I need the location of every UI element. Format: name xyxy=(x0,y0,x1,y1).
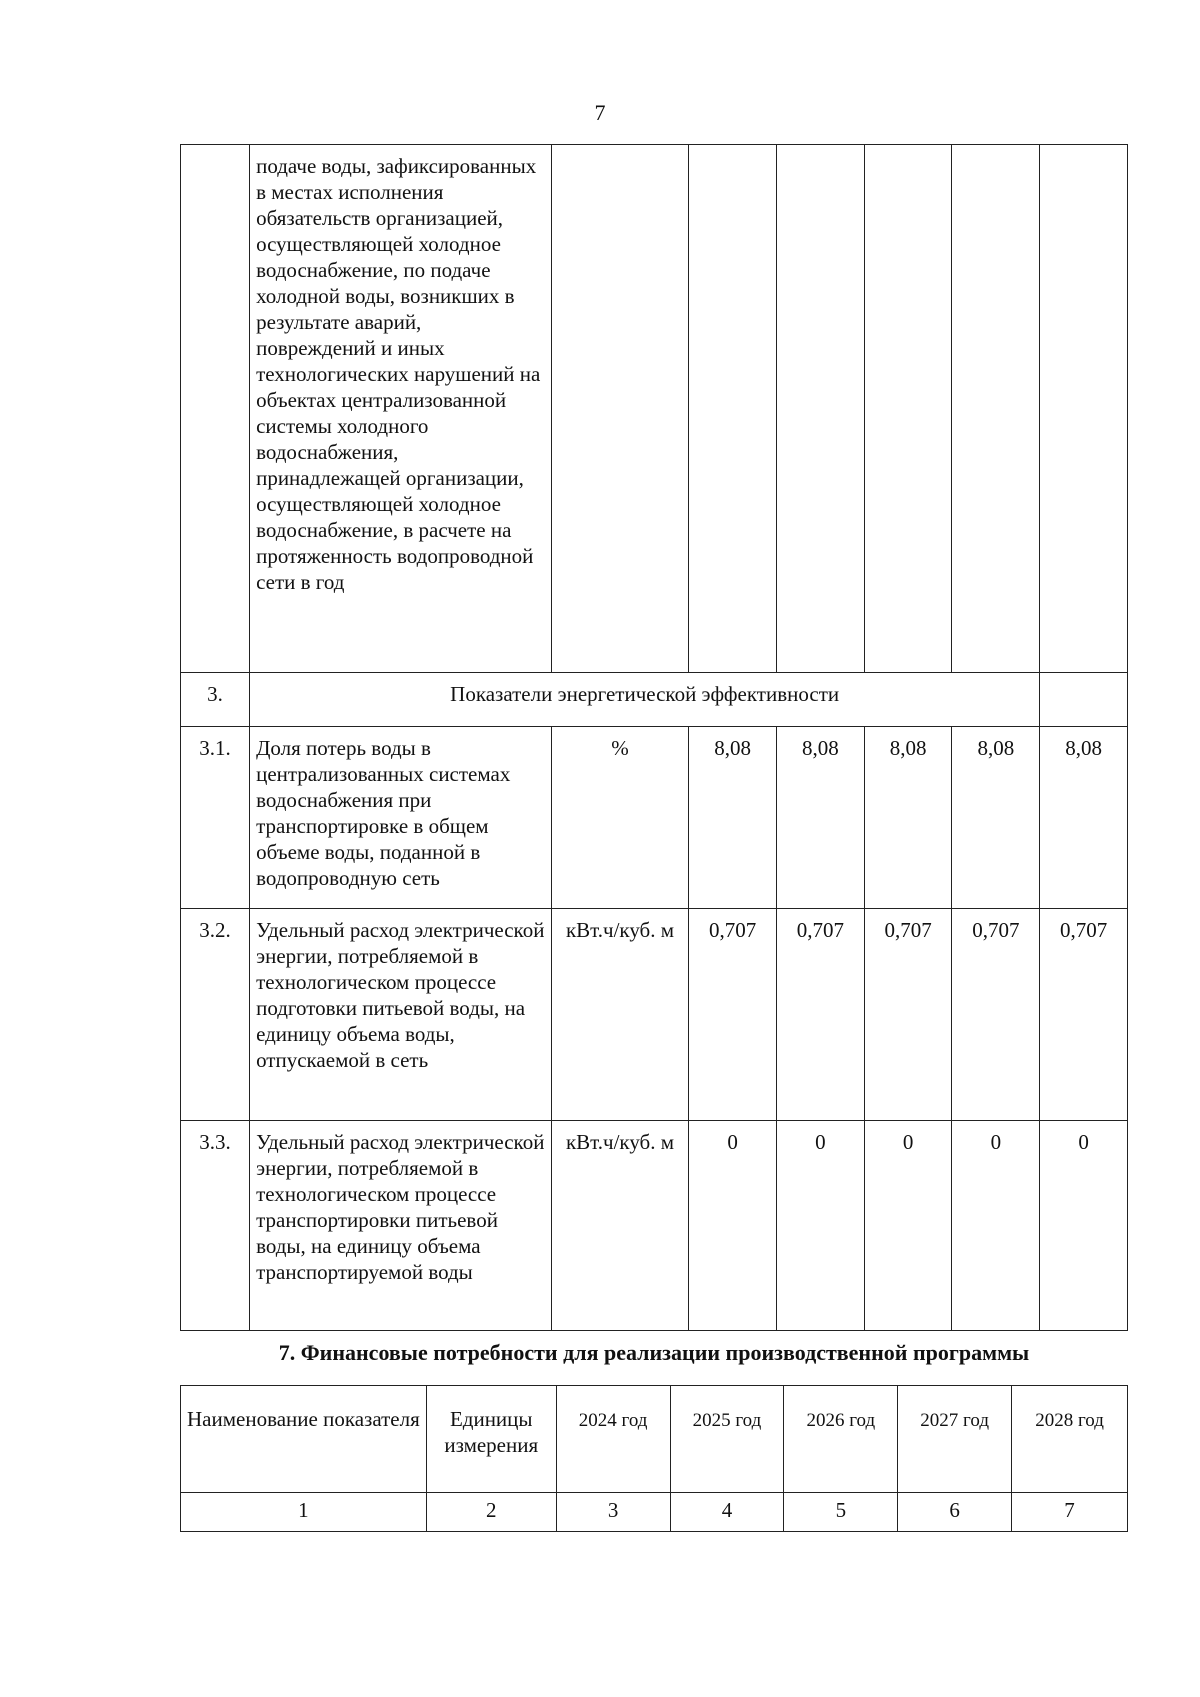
column-header: Единицы измерения xyxy=(426,1386,556,1493)
table-row xyxy=(181,145,1128,673)
unit: % xyxy=(551,727,689,909)
indicator-name: Удельный расход электрической энергии, потребляемой в технологическом процессе подготовки питьевой воды, на единицу объема воды, отпускаемой в сеть xyxy=(250,909,552,1121)
indicators-table xyxy=(180,144,1128,1331)
indicator-name: Удельный расход электрической энергии, потребляемой в технологическом процессе транспортировки питьевой воды, на единицу объема транспортируемой воды xyxy=(250,1121,552,1331)
value-2026: 8,08 xyxy=(864,727,952,909)
column-header: 2027 год xyxy=(898,1386,1012,1493)
table-row xyxy=(181,727,1128,909)
row-number: 3.1. xyxy=(181,727,250,909)
value-2026: 0 xyxy=(864,1121,952,1331)
column-header: Наименование показателя xyxy=(181,1386,427,1493)
value-2026: 0,707 xyxy=(864,909,952,1121)
page-number: 7 xyxy=(594,100,606,125)
section-number: 3. xyxy=(181,673,250,727)
value-2024: 8,08 xyxy=(689,727,777,909)
value-2028: 8,08 xyxy=(1040,727,1128,909)
header-row xyxy=(181,1386,1128,1493)
section-heading: 7. Финансовые потребности для реализации производственной программы xyxy=(278,1340,1030,1365)
finance-table xyxy=(180,1385,1128,1532)
indicator-name: Доля потерь воды в централизованных системах водоснабжения при транспортировке в общем объеме воды, поданной в водопроводную сеть xyxy=(250,727,552,909)
value-2028: 0,707 xyxy=(1040,909,1128,1121)
column-number: 6 xyxy=(898,1493,1012,1532)
section-row xyxy=(181,673,1128,727)
value-2025: 0,707 xyxy=(777,909,865,1121)
column-header: 2024 год xyxy=(556,1386,670,1493)
column-number: 7 xyxy=(1012,1493,1128,1532)
value-2028: 0 xyxy=(1040,1121,1128,1331)
section-title: Показатели энергетической эффективности xyxy=(250,673,1040,727)
column-number-row xyxy=(181,1493,1128,1532)
column-header: 2028 год xyxy=(1012,1386,1128,1493)
column-number: 4 xyxy=(670,1493,784,1532)
value-2027: 0 xyxy=(952,1121,1040,1331)
column-header: 2026 год xyxy=(784,1386,898,1493)
table-row xyxy=(181,1121,1128,1331)
column-number: 2 xyxy=(426,1493,556,1532)
value-2024: 0,707 xyxy=(689,909,777,1121)
value-2025: 8,08 xyxy=(777,727,865,909)
value-2025: 0 xyxy=(777,1121,865,1331)
indicator-name: подаче воды, зафиксированных в местах исполнения обязательств организацией, осуществляющей холодное водоснабжение, по подаче холодной воды, возникших в результате аварий, повреждений и иных технологических нарушений на объектах централизованной системы холодного водоснабжения, принадлежащей организации, осуществляющей холодное водоснабжение, в расчете на протяженность водопроводной сети в год xyxy=(250,145,552,673)
column-header: 2025 год xyxy=(670,1386,784,1493)
column-number: 5 xyxy=(784,1493,898,1532)
value-2027: 8,08 xyxy=(952,727,1040,909)
unit: кВт.ч/куб. м xyxy=(551,1121,689,1331)
row-number: 3.2. xyxy=(181,909,250,1121)
column-number: 3 xyxy=(556,1493,670,1532)
unit: кВт.ч/куб. м xyxy=(551,909,689,1121)
value-2024: 0 xyxy=(689,1121,777,1331)
row-number: 3.3. xyxy=(181,1121,250,1331)
value-2027: 0,707 xyxy=(952,909,1040,1121)
table-row xyxy=(181,909,1128,1121)
column-number: 1 xyxy=(181,1493,427,1532)
